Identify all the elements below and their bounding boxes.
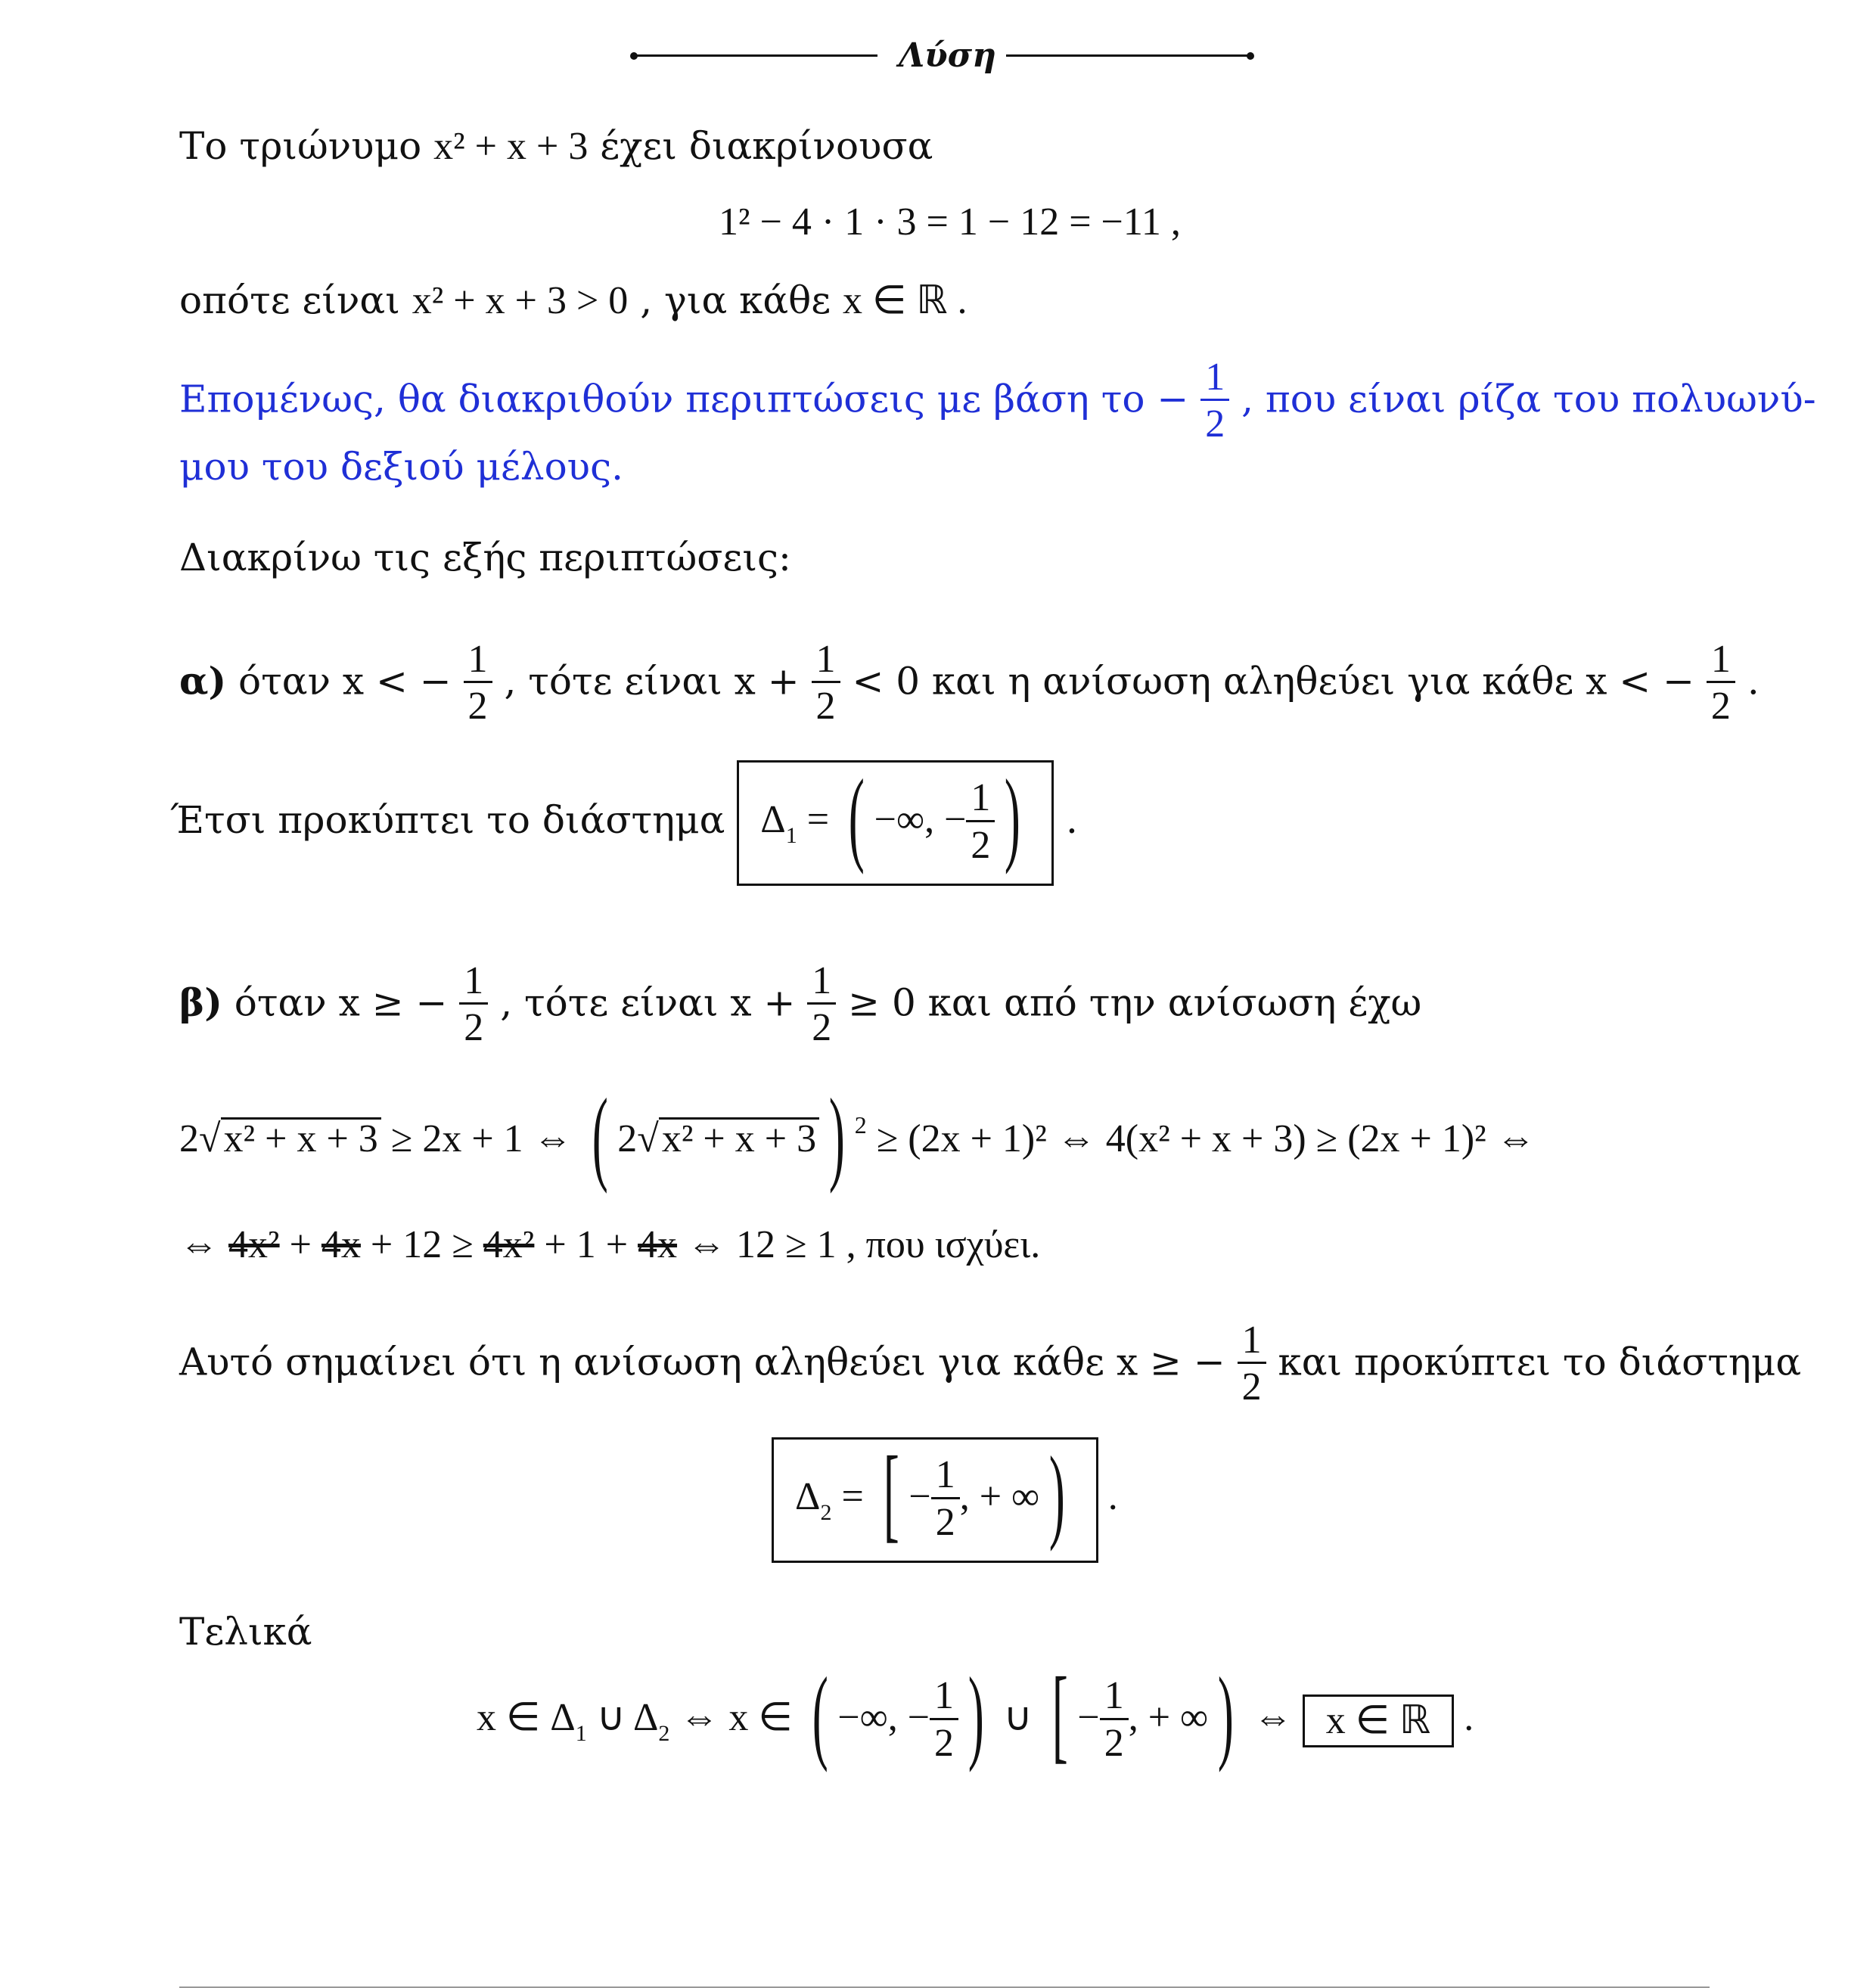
case-a-result [170,760,1078,886]
case-a-text3: < 0 και η ανίσωση αληθεύει για κάθε x < − [852,659,1694,704]
header-right-rule [1006,54,1248,57]
p2-expr: x² + x + 3 > 0 [412,279,629,322]
case-a-text1: όταν x < − [238,659,452,704]
blue-line-2: μου του δεξιού μέλους. [179,445,623,489]
case-b-frac-2: $\frac{1}{2}$ [807,959,836,1049]
cancel-term-3: 4x² [483,1223,535,1266]
cancel-term-4: 4x [638,1223,678,1266]
blue-line-1 [179,357,1816,447]
case-b-line [179,961,1421,1051]
discriminant-eq: 1² − 4 · 1 · 3 = 1 − 12 = −11 , [719,200,1181,244]
case-b-interval: $\Delta_2$ = [ − $\frac{1}{2}$ , + ∞) . [772,1437,1118,1563]
case-a-line [179,639,1760,729]
case-a-interval-box: $\Delta_1$ = ( −∞, − $\frac{1}{2}$ ) [737,760,1054,886]
paragraph-2 [179,278,968,322]
case-b-text1: όταν x ≥ − [234,980,448,1025]
blue1-b: , που είναι ρίζα του πολυωνύ- [1241,377,1816,421]
page-title: Λύση [899,36,997,75]
case-b-text2: , τότε είναι x + [500,980,796,1025]
case-a-dot: . [1065,798,1078,842]
blue1-frac: $\frac{1}{2}$ [1200,356,1229,446]
final-equation: x ∈ $\Delta_1$ ∪ $\Delta_2$ ⇔ x ∈ ( −∞, − $\frac{1}{2}$ ) ∪ [ − $\frac{1}{2}$ , + ∞) ⇔ x ∈ ℝ . [477,1656,1474,1773]
equation-2: ⇔ 4x² + 4x + 12 ≥ 4x² + 1 + 4x ⇔ 12 ≥ 1 , που ισχύει. [179,1223,1041,1266]
case-a-frac-2: $\frac{1}{2}$ [812,638,840,728]
p2-tail: x ∈ ℝ . [843,279,968,322]
case-a-text4: . [1747,659,1760,704]
cancel-term-2: 4x [321,1223,361,1266]
cancel-term-1: 4x² [228,1223,280,1266]
case-b-frac-1: $\frac{1}{2}$ [459,959,488,1049]
p1-text: Το τριώνυμο [179,124,422,168]
cases-intro: Διακρίνω τις εξής περιπτώσεις: [179,536,791,579]
p1-expr: x² + x + 3 [433,125,589,168]
p2-mid: , για κάθε [640,278,831,322]
case-a-result-text: Έτσι προκύπτει το διάστημα [170,798,725,842]
case-b-text3: ≥ 0 και από την ανίσωση έχω [848,980,1422,1025]
case-b-frac-3: $\frac{1}{2}$ [1238,1319,1266,1409]
equation-1: 2√x² + x + 3 ≥ 2x + 1 ⇔ ( 2√x² + x + 3 ) $^2$ ≥ (2x + 1)² ⇔ 4(x² + x + 3) ≥ (2x + 1)² ⇔ [179,1077,1536,1194]
case-b-interval-box: $\Delta_2$ = [ − $\frac{1}{2}$ , + ∞) [772,1437,1098,1563]
final-label: Τελικά [179,1610,312,1654]
header-right-dot [1247,52,1254,60]
case-b-label: β) [179,980,222,1025]
header-left-rule [635,54,877,57]
case-b-result: Αυτό σημαίνει ότι η ανίσωση αληθεύει για κάθε x ≥ − $\frac{1}{2}$ και προκύπτει το διάστημα [179,1319,1802,1409]
case-a-frac-1: $\frac{1}{2}$ [464,638,492,728]
p2-text: οπότε είναι [179,278,400,322]
final-answer-box: x ∈ ℝ [1303,1694,1454,1747]
paragraph-1 [179,124,933,168]
p1-tail: έχει διακρίνουσα [600,124,933,168]
case-a-text2: , τότε είναι x + [504,659,800,704]
case-a-frac-3: $\frac{1}{2}$ [1707,638,1735,728]
case-a-label: α) [179,658,227,704]
blue1-a: Επομένως, θα διακριθούν περιπτώσεις με βάση το − [179,377,1189,421]
